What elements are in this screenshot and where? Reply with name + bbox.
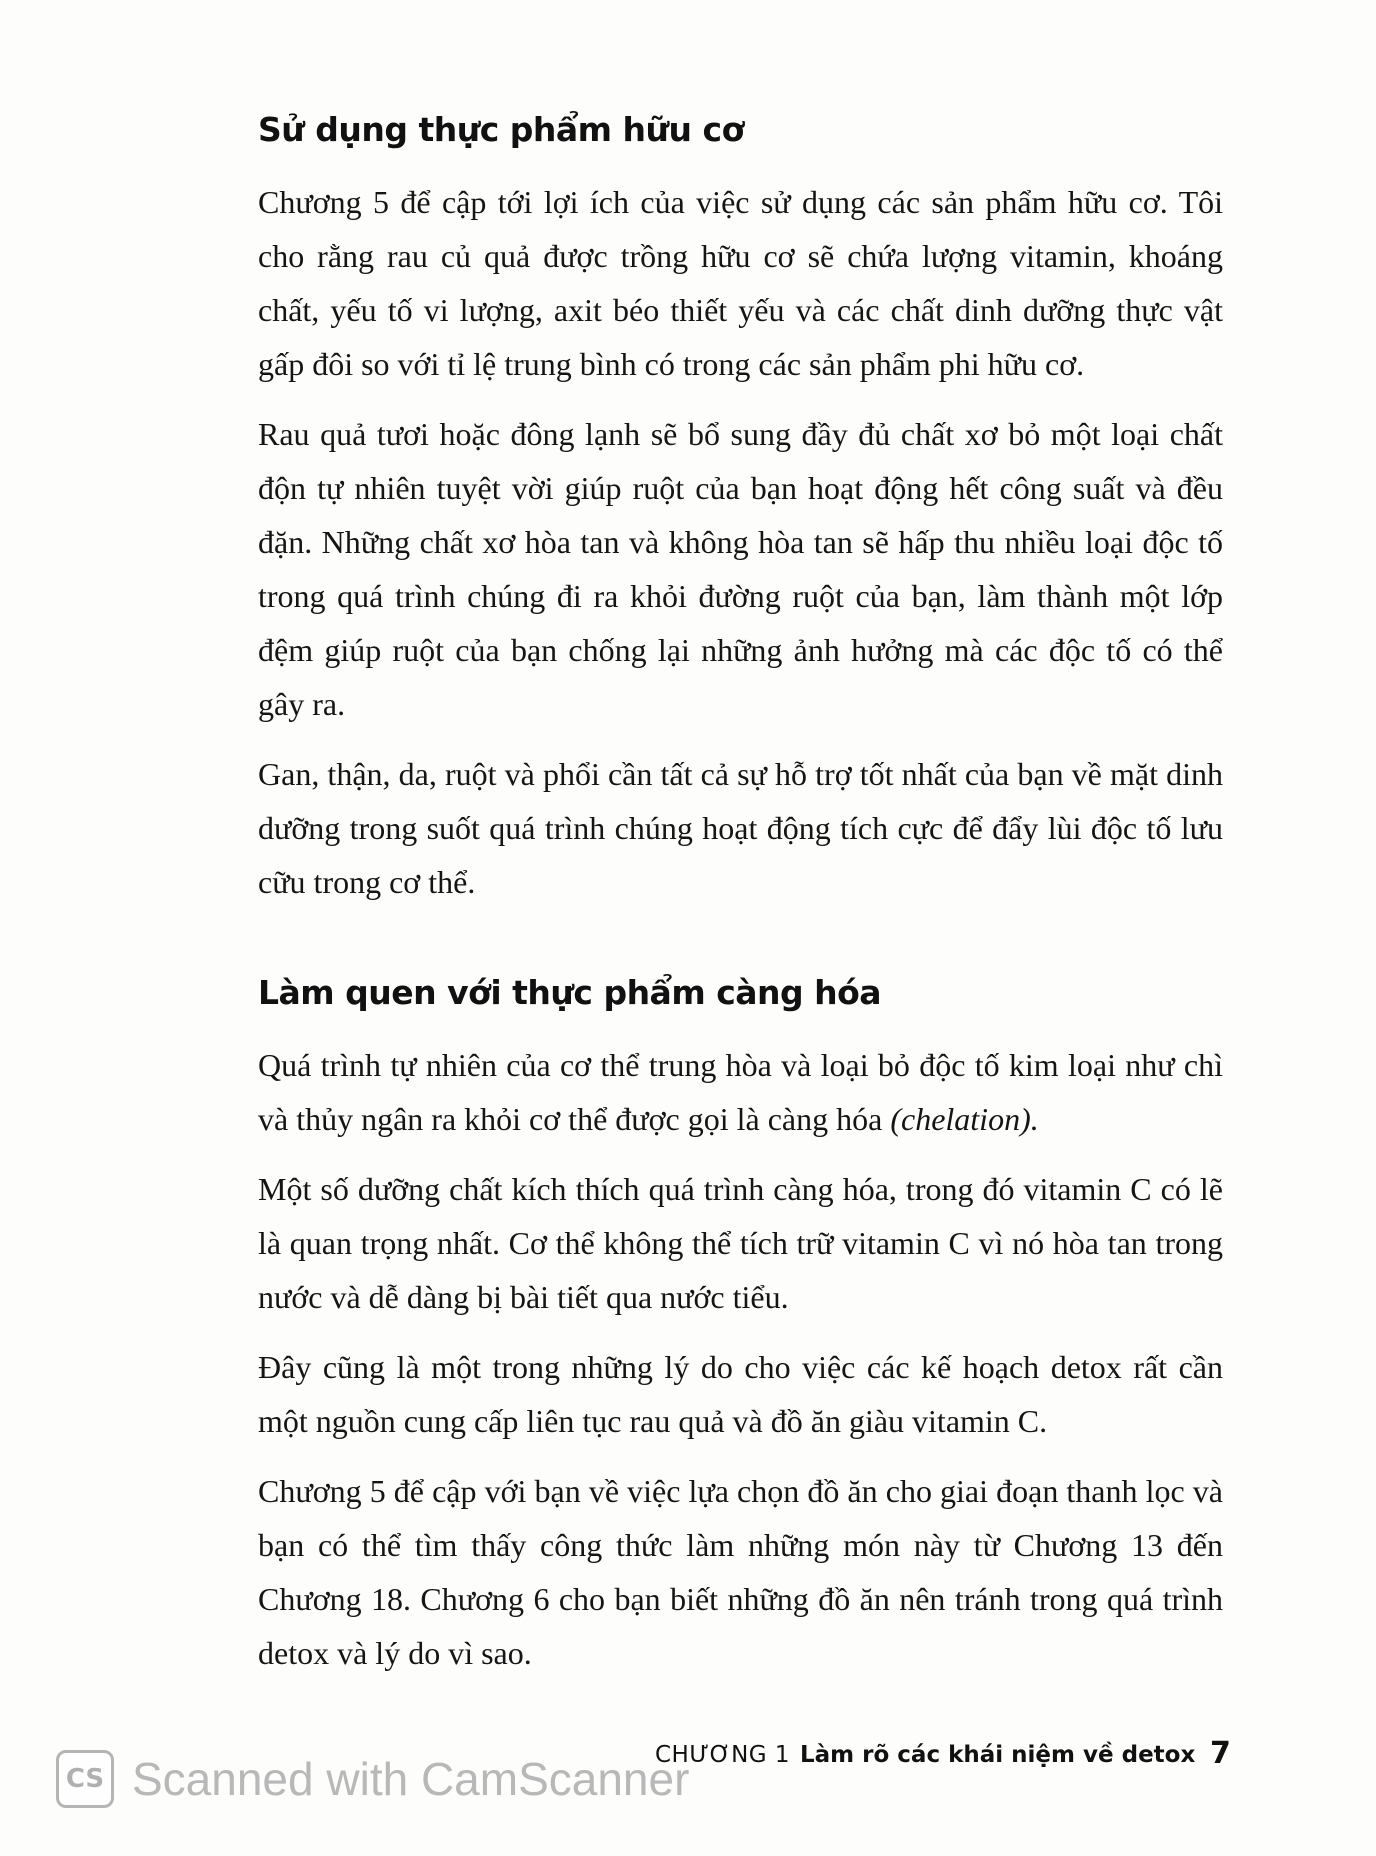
italic-term: (chelation). [890,1101,1039,1137]
page-content [258,110,1223,1696]
section-heading-organic-food: Sử dụng thực phẩm hữu cơ [258,110,744,149]
footer-chapter-label: CHƯƠNG 1 [655,1742,791,1768]
paragraph-text: Quá trình tự nhiên của cơ thể trung hòa và loại bỏ độc tố kim loại như chì và thủy ngân ra khỏi cơ thể được gọi là càng hóa [258,1047,1223,1137]
paragraph: Một số dưỡng chất kích thích quá trình càng hóa, trong đó vitamin C có lẽ là quan trọng nhất. Cơ thể không thể tích trữ vitamin C vì nó hòa tan trong nước và dễ dàng bị bài tiết qua nước tiểu. [258,1171,1223,1315]
paragraph: Đây cũng là một trong những lý do cho việc các kế hoạch detox rất cần một nguồn cung cấp liên tục rau quả và đồ ăn giàu vitamin C. [258,1349,1223,1439]
camscanner-logo-icon: CS [56,1750,114,1808]
paragraph: Chương 5 để cập với bạn về việc lựa chọn đồ ăn cho giai đoạn thanh lọc và bạn có thể tìm thấy công thức làm những món này từ Chương 13 đến Chương 18. Chương 6 cho bạn biết những đồ ăn nên tránh trong quá trình detox và lý do vì sao. [258,1473,1223,1671]
camscanner-watermark [56,1748,689,1810]
section-heading-chelation-food: Làm quen với thực phẩm càng hóa [258,973,882,1012]
paragraph: Chương 5 để cập tới lợi ích của việc sử dụng các sản phẩm hữu cơ. Tôi cho rằng rau củ quả được trồng hữu cơ sẽ chứa lượng vitamin, khoáng chất, yếu tố vi lượng, axit béo thiết yếu và các chất dinh dưỡng thực vật gấp đôi so với tỉ lệ trung bình có trong các sản phẩm phi hữu cơ. [258,184,1223,382]
paragraph: Rau quả tươi hoặc đông lạnh sẽ bổ sung đầy đủ chất xơ bỏ một loại chất độn tự nhiên tuyệt vời giúp ruột của bạn hoạt động hết công suất và đều đặn. Những chất xơ hòa tan và không hòa tan sẽ hấp thu nhiều loại độc tố trong quá trình chúng đi ra khỏi đường ruột của bạn, làm thành một lớp đệm giúp ruột của bạn chống lại những ảnh hưởng mà các độc tố có thể gây ra. [258,416,1223,722]
watermark-text: Scanned with CamScanner [132,1753,690,1805]
paragraph-chelation-definition [258,1038,1223,1146]
footer-chapter-title: Làm rõ các khái niệm về detox [800,1742,1196,1768]
page-number: 7 [1210,1736,1231,1771]
paragraph: Gan, thận, da, ruột và phổi cần tất cả sự hỗ trợ tốt nhất của bạn về mặt dinh dưỡng trong suốt quá trình chúng hoạt động tích cực để đẩy lùi độc tố lưu cữu trong cơ thể. [258,756,1223,900]
